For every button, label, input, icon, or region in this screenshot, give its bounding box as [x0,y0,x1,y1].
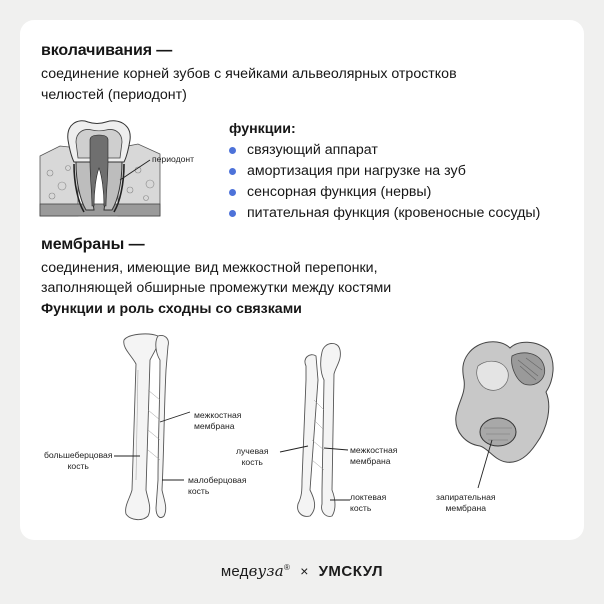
bullet-icon [229,168,236,175]
brand-meduza-logo [221,563,290,580]
list-item-text: связующий аппарат [247,142,378,158]
label-line: большеберцовая [44,450,113,460]
label-radius [236,446,268,468]
section-text-line: соединения, имеющие вид межкостной перепонки, [41,260,378,276]
brand-mark: ® [283,563,291,572]
label-line: кость [188,486,210,496]
list-item [229,203,540,224]
label-tibia [44,450,112,472]
label-line: кость [350,503,372,513]
section-text-line: челюстей (периодонт) [41,87,187,103]
label-line: кость [241,457,263,467]
brand-text: вуза [248,562,284,580]
list-item [229,182,540,203]
label-obturator-membrane [436,492,496,514]
label-line: межкостная [194,410,242,420]
bullet-icon [229,189,236,196]
label-interosseous-membrane [194,410,241,432]
section-title-gomphosis: вколачивания — [41,42,173,59]
label-fibula [188,475,246,497]
tooth-label-periodontium: периодонт [152,154,195,164]
list-item-text: амортизация при нагрузке на зуб [247,163,466,179]
tooth-illustration [38,118,168,218]
label-line: локтевая [350,492,387,502]
section-title-membranes: мембраны — [41,236,145,253]
label-line: мембрана [445,503,487,513]
label-line: межкостная [350,445,398,455]
label-ulna [350,492,386,514]
label-line: малоберцовая [188,475,247,485]
brand-umskul-logo: УМСКУЛ [318,563,384,580]
functions-title: функции: [229,121,296,137]
footer-brands [0,562,604,580]
list-item [229,140,540,161]
bullet-icon [229,147,236,154]
bullet-icon [229,210,236,217]
list-item-text: питательная функция (кровеносные сосуды) [247,205,541,221]
section-text-line: заполняющей обширные промежутки между костями [41,280,392,296]
list-item-text: сенсорная функция (нервы) [247,184,432,200]
section-subtitle: Функции и роль сходны со связками [41,301,302,317]
brand-text: мед [220,563,249,580]
label-line: мембрана [350,456,391,466]
section-text-line: соединение корней зубов с ячейками альвеолярных отростков [41,66,457,82]
label-line: запирательная [436,492,496,502]
list-item [229,161,540,182]
functions-list [229,140,540,224]
label-line: мембрана [194,421,235,431]
leg-bones-illustration [118,330,198,525]
pelvis-illustration [448,336,560,476]
label-line: кость [67,461,89,471]
label-forearm-membrane [350,445,397,467]
label-line: лучевая [236,446,269,456]
separator-icon: × [300,563,309,579]
